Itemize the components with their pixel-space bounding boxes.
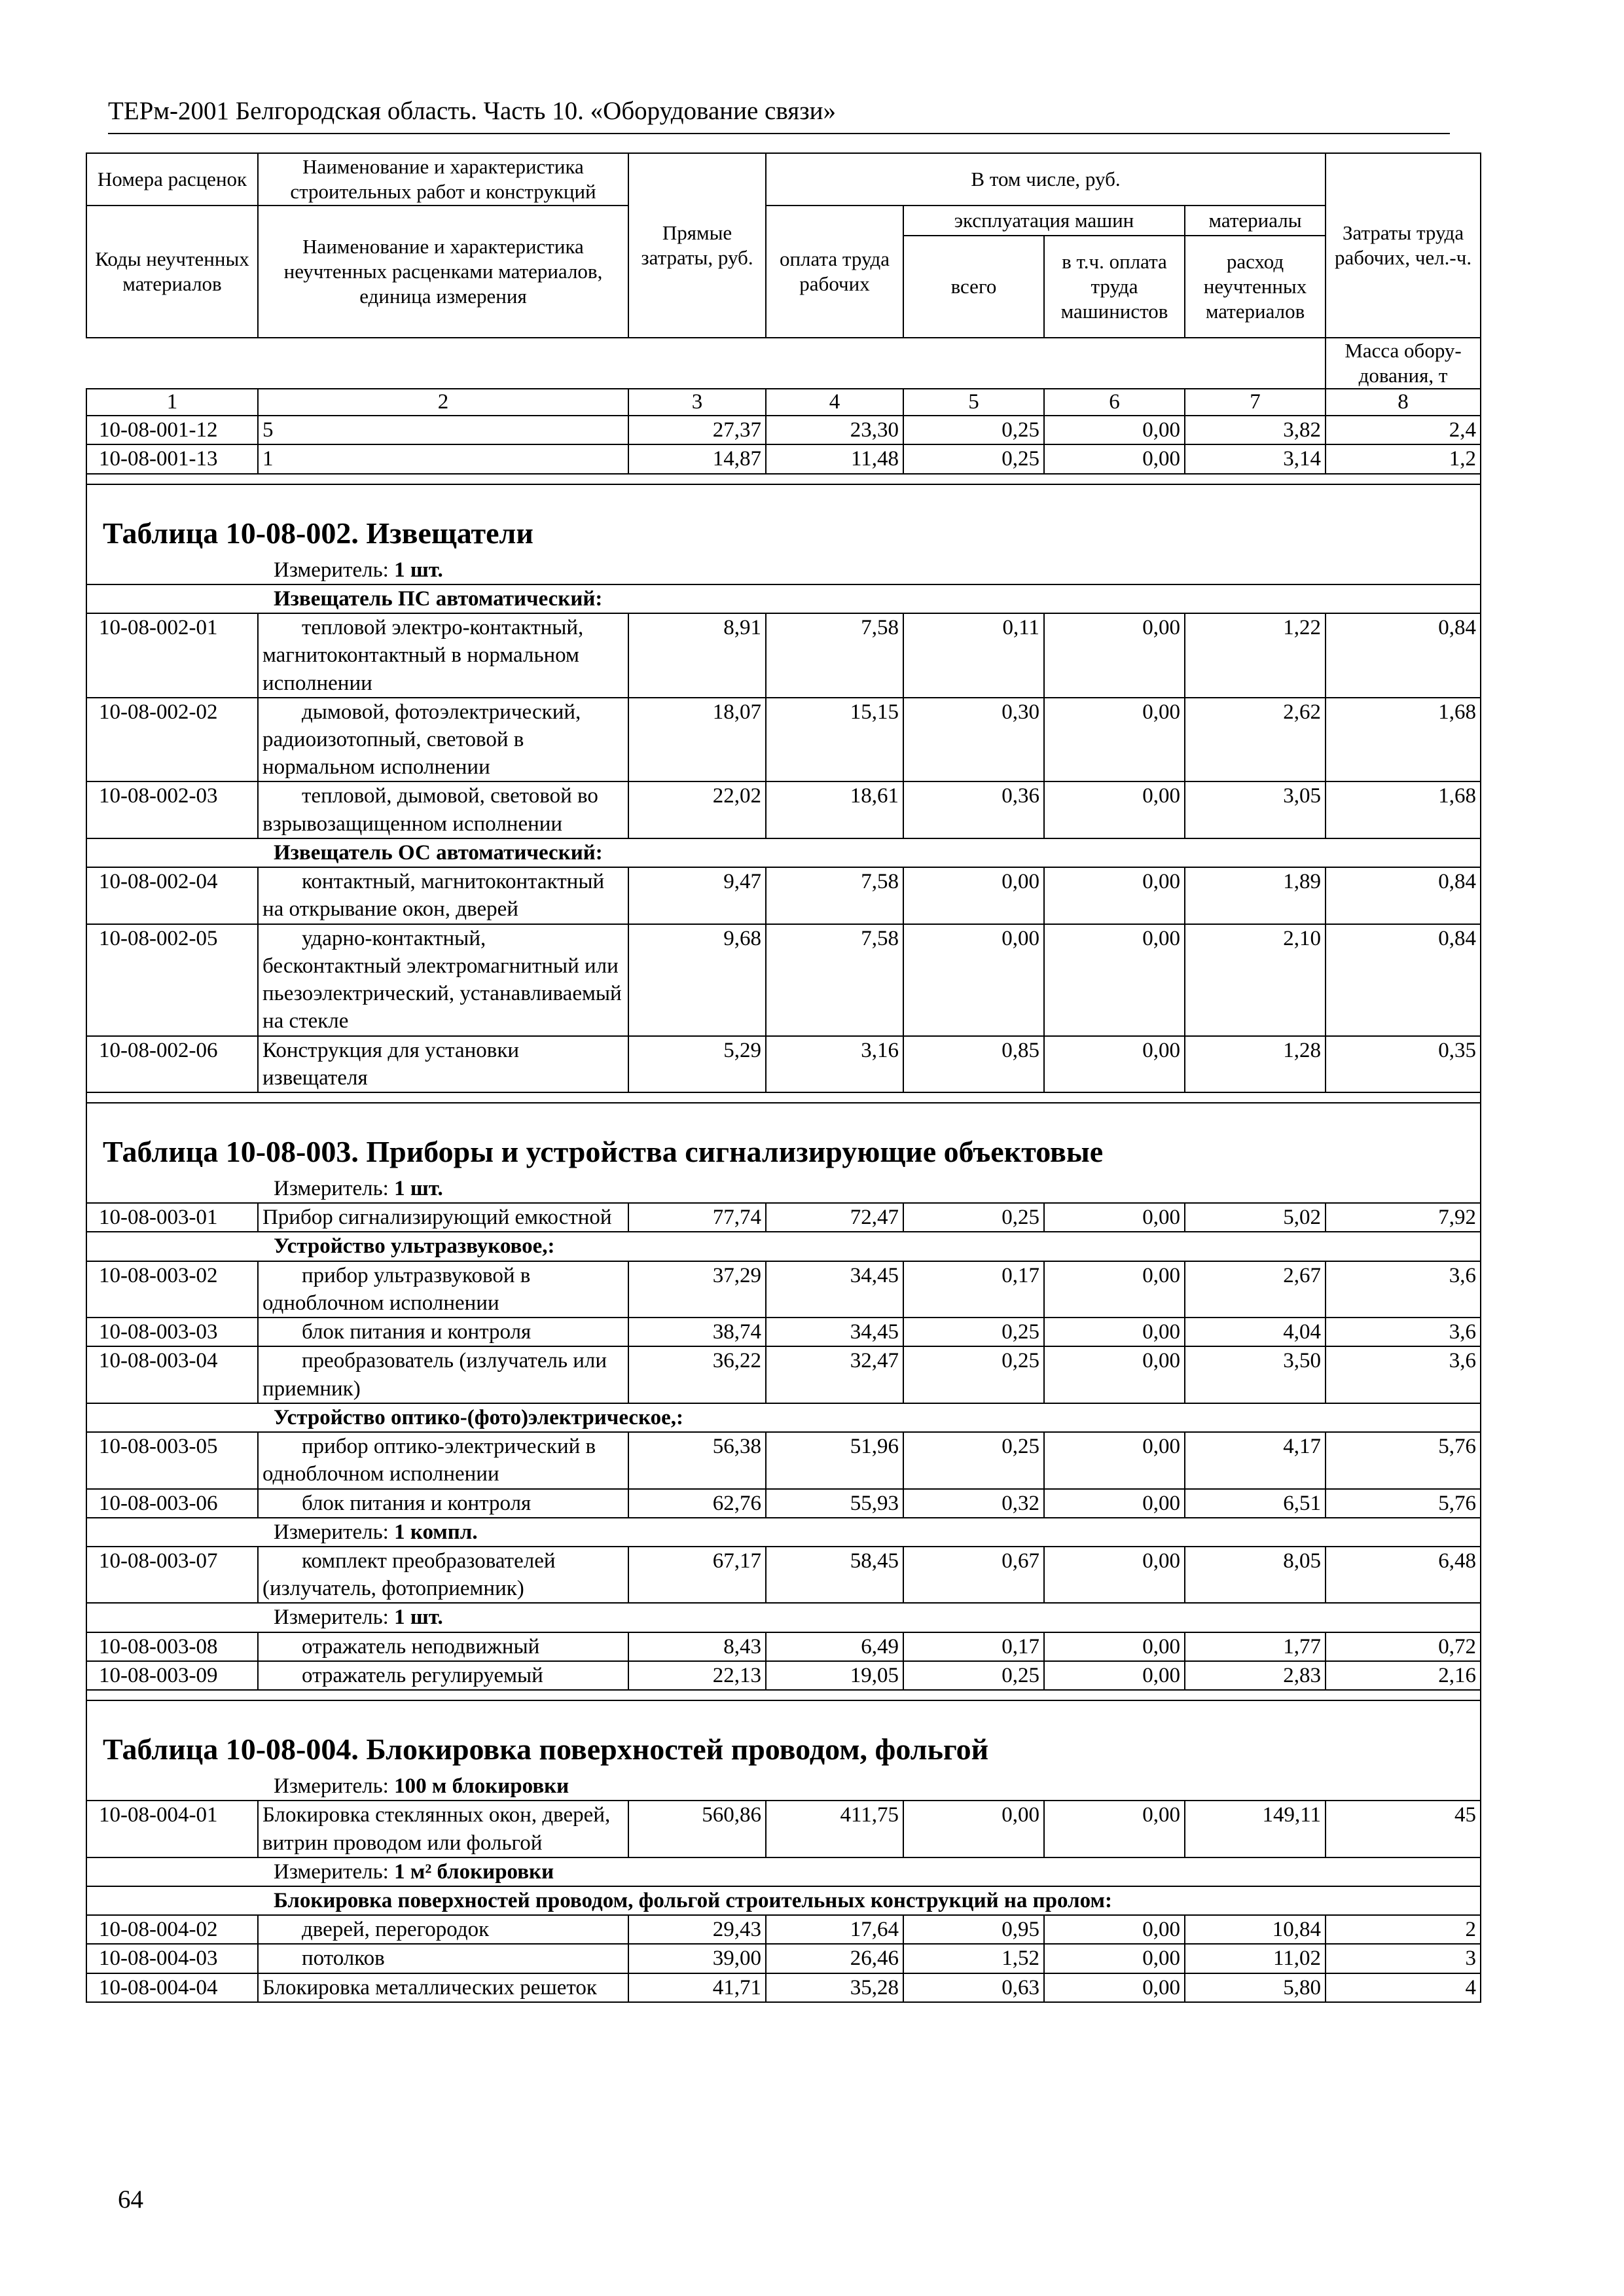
table-row bbox=[86, 924, 1481, 1036]
measure-cell bbox=[86, 1772, 1481, 1801]
value-cell: 17,64 bbox=[766, 1915, 903, 1944]
value-cell: 7,58 bbox=[766, 867, 903, 924]
rate-code: 10-08-002-01 bbox=[86, 613, 258, 698]
work-name: тепловой, дымовой, световой во взрывозащищенном исполнении bbox=[258, 781, 628, 838]
measure-unit: 1 шт. bbox=[394, 1176, 443, 1200]
work-name: Прибор сигнализирующий емкостной bbox=[258, 1203, 628, 1232]
value-cell: 0,00 bbox=[1044, 416, 1185, 444]
value-cell: 0,25 bbox=[903, 1203, 1044, 1232]
gap-cell bbox=[86, 1092, 1481, 1103]
table-row bbox=[86, 416, 1481, 444]
value-cell: 10,84 bbox=[1185, 1915, 1326, 1944]
rates-table bbox=[86, 152, 1481, 2003]
value-cell: 0,11 bbox=[903, 613, 1044, 698]
labor-pay-header: оплата труда рабочих bbox=[766, 206, 903, 338]
value-cell: 15,15 bbox=[766, 698, 903, 782]
value-cell: 37,29 bbox=[628, 1261, 766, 1318]
value-cell: 0,00 bbox=[903, 867, 1044, 924]
value-cell: 2 bbox=[1326, 1915, 1481, 1944]
col1-top-header: Номера расценок bbox=[86, 153, 258, 206]
value-cell: 62,76 bbox=[628, 1489, 766, 1518]
rate-code: 10-08-002-05 bbox=[86, 924, 258, 1036]
value-cell: 0,25 bbox=[903, 1346, 1044, 1403]
section-title: Таблица 10-08-002. Извещатели bbox=[86, 484, 1481, 556]
value-cell: 0,00 bbox=[1044, 1632, 1185, 1661]
value-cell: 56,38 bbox=[628, 1432, 766, 1488]
value-cell: 58,45 bbox=[766, 1547, 903, 1603]
work-name: 1 bbox=[258, 444, 628, 473]
group-row bbox=[86, 584, 1481, 613]
table-row bbox=[86, 1661, 1481, 1690]
table-row bbox=[86, 1318, 1481, 1346]
value-cell: 0,00 bbox=[1044, 1036, 1185, 1092]
measure-unit: 1 м² блокировки bbox=[394, 1859, 554, 1884]
header-row-1 bbox=[86, 153, 1481, 206]
table-row bbox=[86, 1346, 1481, 1403]
work-name: ударно-контактный, бесконтактный электромагнитный или пьезоэлектрический, устанавливаемый на стекле bbox=[258, 924, 628, 1036]
value-cell: 35,28 bbox=[766, 1973, 903, 2002]
value-cell: 6,48 bbox=[1326, 1547, 1481, 1603]
col-number: 7 bbox=[1185, 389, 1326, 416]
group-row bbox=[86, 1886, 1481, 1915]
table-row bbox=[86, 1915, 1481, 1944]
table-002-title-row bbox=[86, 484, 1481, 556]
rate-code: 10-08-003-08 bbox=[86, 1632, 258, 1661]
header-row-2 bbox=[86, 206, 1481, 236]
rate-code: 10-08-002-06 bbox=[86, 1036, 258, 1092]
group-heading: Блокировка поверхностей проводом, фольгой строительных конструкций на пролом: bbox=[86, 1886, 1481, 1915]
measure-label: Измеритель: bbox=[274, 1859, 395, 1884]
direct-costs-header: Прямые затраты, руб. bbox=[628, 153, 766, 338]
gap-cell bbox=[86, 1690, 1481, 1700]
value-cell: 7,58 bbox=[766, 924, 903, 1036]
rate-code: 10-08-003-06 bbox=[86, 1489, 258, 1518]
value-cell: 0,00 bbox=[1044, 1801, 1185, 1857]
value-cell: 0,84 bbox=[1326, 613, 1481, 698]
value-cell: 7,92 bbox=[1326, 1203, 1481, 1232]
value-cell: 29,43 bbox=[628, 1915, 766, 1944]
work-name: 5 bbox=[258, 416, 628, 444]
value-cell: 0,00 bbox=[1044, 444, 1185, 473]
value-cell: 0,95 bbox=[903, 1915, 1044, 1944]
measure-label: Измеритель: bbox=[274, 558, 395, 582]
value-cell: 0,00 bbox=[1044, 1346, 1185, 1403]
measure-label: Измеритель: bbox=[274, 1520, 395, 1544]
value-cell: 1,52 bbox=[903, 1944, 1044, 1973]
col-number: 2 bbox=[258, 389, 628, 416]
value-cell: 0,00 bbox=[1044, 1661, 1185, 1690]
value-cell: 67,17 bbox=[628, 1547, 766, 1603]
value-cell: 0,00 bbox=[903, 924, 1044, 1036]
rate-code: 10-08-003-05 bbox=[86, 1432, 258, 1488]
value-cell: 1,68 bbox=[1326, 781, 1481, 838]
work-name: контактный, магнитоконтактный на открывание окон, дверей bbox=[258, 867, 628, 924]
value-cell: 7,58 bbox=[766, 613, 903, 698]
measure-label: Измеритель: bbox=[274, 1176, 395, 1200]
value-cell: 0,25 bbox=[903, 1432, 1044, 1488]
value-cell: 2,83 bbox=[1185, 1661, 1326, 1690]
value-cell: 4,17 bbox=[1185, 1432, 1326, 1488]
value-cell: 0,00 bbox=[1044, 1944, 1185, 1973]
value-cell: 6,49 bbox=[766, 1632, 903, 1661]
value-cell: 2,10 bbox=[1185, 924, 1326, 1036]
machine-operation-header: эксплуатация машин bbox=[903, 206, 1185, 236]
value-cell: 19,05 bbox=[766, 1661, 903, 1690]
value-cell: 0,67 bbox=[903, 1547, 1044, 1603]
value-cell: 0,30 bbox=[903, 698, 1044, 782]
group-heading: Устройство ультразвуковое,: bbox=[86, 1232, 1481, 1261]
value-cell: 1,68 bbox=[1326, 698, 1481, 782]
value-cell: 22,02 bbox=[628, 781, 766, 838]
value-cell: 0,17 bbox=[903, 1261, 1044, 1318]
value-cell: 1,77 bbox=[1185, 1632, 1326, 1661]
col2-bottom-header: Наименование и характеристика неучтенных расценками материалов, единица измерения bbox=[258, 206, 628, 338]
measure-row bbox=[86, 1603, 1481, 1632]
measure-row bbox=[86, 556, 1481, 584]
value-cell: 3 bbox=[1326, 1944, 1481, 1973]
measure-cell bbox=[86, 556, 1481, 584]
column-numbers-row bbox=[86, 389, 1481, 416]
work-name: блок питания и контроля bbox=[258, 1489, 628, 1518]
value-cell: 14,87 bbox=[628, 444, 766, 473]
work-name: блок питания и контроля bbox=[258, 1318, 628, 1346]
value-cell: 0,25 bbox=[903, 1661, 1044, 1690]
group-row bbox=[86, 838, 1481, 867]
value-cell: 0,25 bbox=[903, 1318, 1044, 1346]
measure-label: Измеритель: bbox=[274, 1605, 395, 1630]
value-cell: 0,00 bbox=[1044, 1261, 1185, 1318]
col-number: 5 bbox=[903, 389, 1044, 416]
gap-row bbox=[86, 474, 1481, 484]
total-header: всего bbox=[903, 236, 1044, 338]
rate-code: 10-08-002-02 bbox=[86, 698, 258, 782]
value-cell: 0,84 bbox=[1326, 924, 1481, 1036]
table-row bbox=[86, 781, 1481, 838]
value-cell: 41,71 bbox=[628, 1973, 766, 2002]
materials-header: материалы bbox=[1185, 206, 1326, 236]
col1-bottom-header: Коды неучтенных материалов bbox=[86, 206, 258, 338]
group-heading: Извещатель ОС автоматический: bbox=[86, 838, 1481, 867]
rate-code: 10-08-003-02 bbox=[86, 1261, 258, 1318]
value-cell: 0,00 bbox=[1044, 613, 1185, 698]
rate-code: 10-08-003-09 bbox=[86, 1661, 258, 1690]
measure-row bbox=[86, 1857, 1481, 1886]
machinist-pay-header: в т.ч. оплата труда машинистов bbox=[1044, 236, 1185, 338]
value-cell: 5,02 bbox=[1185, 1203, 1326, 1232]
rate-code: 10-08-003-03 bbox=[86, 1318, 258, 1346]
value-cell: 3,50 bbox=[1185, 1346, 1326, 1403]
table-row bbox=[86, 1801, 1481, 1857]
value-cell: 34,45 bbox=[766, 1318, 903, 1346]
value-cell: 5,76 bbox=[1326, 1489, 1481, 1518]
col2-top-header: Наименование и характеристика строительных работ и конструкций bbox=[258, 153, 628, 206]
col-number: 8 bbox=[1326, 389, 1481, 416]
measure-row bbox=[86, 1772, 1481, 1801]
value-cell: 0,36 bbox=[903, 781, 1044, 838]
value-cell: 3,6 bbox=[1326, 1318, 1481, 1346]
value-cell: 55,93 bbox=[766, 1489, 903, 1518]
table-row bbox=[86, 1973, 1481, 2002]
rate-code: 10-08-004-03 bbox=[86, 1944, 258, 1973]
page-number: 64 bbox=[118, 2185, 143, 2214]
value-cell: 0,00 bbox=[903, 1801, 1044, 1857]
value-cell: 0,00 bbox=[1044, 1915, 1185, 1944]
section-title: Таблица 10-08-004. Блокировка поверхностей проводом, фольгой bbox=[86, 1700, 1481, 1772]
table-row bbox=[86, 1632, 1481, 1661]
labor-costs-header: Затраты труда рабочих, чел.-ч. bbox=[1326, 153, 1481, 338]
value-cell: 4 bbox=[1326, 1973, 1481, 2002]
value-cell: 2,67 bbox=[1185, 1261, 1326, 1318]
table-row bbox=[86, 867, 1481, 924]
work-name: отражатель регулируемый bbox=[258, 1661, 628, 1690]
value-cell: 72,47 bbox=[766, 1203, 903, 1232]
work-name: дымовой, фотоэлектрический, радиоизотопный, световой в нормальном исполнении bbox=[258, 698, 628, 782]
value-cell: 0,35 bbox=[1326, 1036, 1481, 1092]
value-cell: 9,68 bbox=[628, 924, 766, 1036]
value-cell: 0,00 bbox=[1044, 1489, 1185, 1518]
table-004-title-row bbox=[86, 1700, 1481, 1772]
value-cell: 0,25 bbox=[903, 444, 1044, 473]
value-cell: 11,02 bbox=[1185, 1944, 1326, 1973]
table-row bbox=[86, 1547, 1481, 1603]
value-cell: 3,6 bbox=[1326, 1346, 1481, 1403]
value-cell: 1,22 bbox=[1185, 613, 1326, 698]
value-cell: 0,00 bbox=[1044, 781, 1185, 838]
value-cell: 3,16 bbox=[766, 1036, 903, 1092]
value-cell: 1,89 bbox=[1185, 867, 1326, 924]
rate-code: 10-08-003-07 bbox=[86, 1547, 258, 1603]
value-cell: 2,4 bbox=[1326, 416, 1481, 444]
value-cell: 411,75 bbox=[766, 1801, 903, 1857]
table-row bbox=[86, 698, 1481, 782]
value-cell: 4,04 bbox=[1185, 1318, 1326, 1346]
value-cell: 0,72 bbox=[1326, 1632, 1481, 1661]
rate-code: 10-08-003-04 bbox=[86, 1346, 258, 1403]
value-cell: 77,74 bbox=[628, 1203, 766, 1232]
value-cell: 5,80 bbox=[1185, 1973, 1326, 2002]
value-cell: 45 bbox=[1326, 1801, 1481, 1857]
value-cell: 39,00 bbox=[628, 1944, 766, 1973]
value-cell: 0,00 bbox=[1044, 698, 1185, 782]
value-cell: 3,14 bbox=[1185, 444, 1326, 473]
equipment-mass-header: Масса обору-дования, т bbox=[1326, 338, 1481, 389]
value-cell: 0,00 bbox=[1044, 924, 1185, 1036]
value-cell: 6,51 bbox=[1185, 1489, 1326, 1518]
table-row bbox=[86, 1489, 1481, 1518]
work-name: дверей, перегородок bbox=[258, 1915, 628, 1944]
value-cell: 5,76 bbox=[1326, 1432, 1481, 1488]
table-row bbox=[86, 1432, 1481, 1488]
work-name: отражатель неподвижный bbox=[258, 1632, 628, 1661]
table-003-title-row bbox=[86, 1103, 1481, 1175]
value-cell: 32,47 bbox=[766, 1346, 903, 1403]
work-name: прибор ультразвуковой в одноблочном исполнении bbox=[258, 1261, 628, 1318]
rate-code: 10-08-001-13 bbox=[86, 444, 258, 473]
value-cell: 0,00 bbox=[1044, 1318, 1185, 1346]
value-cell: 34,45 bbox=[766, 1261, 903, 1318]
rate-code: 10-08-002-03 bbox=[86, 781, 258, 838]
value-cell: 2,16 bbox=[1326, 1661, 1481, 1690]
value-cell: 26,46 bbox=[766, 1944, 903, 1973]
rate-code: 10-08-003-01 bbox=[86, 1203, 258, 1232]
measure-unit: 1 шт. bbox=[394, 558, 443, 582]
value-cell: 0,00 bbox=[1044, 1203, 1185, 1232]
measure-cell bbox=[86, 1603, 1481, 1632]
col-number: 1 bbox=[86, 389, 258, 416]
work-name: потолков bbox=[258, 1944, 628, 1973]
table-row bbox=[86, 1944, 1481, 1973]
value-cell: 3,6 bbox=[1326, 1261, 1481, 1318]
including-header: В том числе, руб. bbox=[766, 153, 1326, 206]
table-row bbox=[86, 1036, 1481, 1092]
value-cell: 0,00 bbox=[1044, 1973, 1185, 2002]
measure-label: Измеритель: bbox=[274, 1774, 395, 1799]
value-cell: 0,17 bbox=[903, 1632, 1044, 1661]
measure-row bbox=[86, 1518, 1481, 1547]
value-cell: 2,62 bbox=[1185, 698, 1326, 782]
gap-row bbox=[86, 1690, 1481, 1700]
work-name: Блокировка стеклянных окон, дверей, витрин проводом или фольгой bbox=[258, 1801, 628, 1857]
value-cell: 0,25 bbox=[903, 416, 1044, 444]
unaccounted-materials-header: расход неучтенных материалов bbox=[1185, 236, 1326, 338]
page-header: ТЕРм-2001 Белгородская область. Часть 10. «Оборудование связи» bbox=[108, 98, 1450, 134]
measure-row bbox=[86, 1175, 1481, 1203]
value-cell: 9,47 bbox=[628, 867, 766, 924]
value-cell: 1,2 bbox=[1326, 444, 1481, 473]
measure-unit: 100 м блокировки bbox=[394, 1774, 569, 1799]
value-cell: 23,30 bbox=[766, 416, 903, 444]
value-cell: 22,13 bbox=[628, 1661, 766, 1690]
work-name: прибор оптико-электрический в одноблочном исполнении bbox=[258, 1432, 628, 1488]
value-cell: 38,74 bbox=[628, 1318, 766, 1346]
rate-code: 10-08-004-04 bbox=[86, 1973, 258, 2002]
measure-unit: 1 шт. bbox=[394, 1605, 443, 1630]
rate-code: 10-08-004-01 bbox=[86, 1801, 258, 1857]
gap-cell bbox=[86, 474, 1481, 484]
gap-row bbox=[86, 1092, 1481, 1103]
value-cell: 11,48 bbox=[766, 444, 903, 473]
value-cell: 36,22 bbox=[628, 1346, 766, 1403]
value-cell: 18,07 bbox=[628, 698, 766, 782]
value-cell: 0,84 bbox=[1326, 867, 1481, 924]
value-cell: 8,91 bbox=[628, 613, 766, 698]
col-number: 3 bbox=[628, 389, 766, 416]
measure-unit: 1 компл. bbox=[394, 1520, 478, 1544]
value-cell: 18,61 bbox=[766, 781, 903, 838]
value-cell: 0,85 bbox=[903, 1036, 1044, 1092]
value-cell: 51,96 bbox=[766, 1432, 903, 1488]
table-row bbox=[86, 1261, 1481, 1318]
value-cell: 8,05 bbox=[1185, 1547, 1326, 1603]
table-row bbox=[86, 1203, 1481, 1232]
group-heading: Устройство оптико-(фото)электрическое,: bbox=[86, 1403, 1481, 1432]
value-cell: 149,11 bbox=[1185, 1801, 1326, 1857]
value-cell: 0,00 bbox=[1044, 867, 1185, 924]
col-number: 6 bbox=[1044, 389, 1185, 416]
col-number: 4 bbox=[766, 389, 903, 416]
work-name: тепловой электро-контактный, магнитоконтактный в нормальном исполнении bbox=[258, 613, 628, 698]
value-cell: 3,82 bbox=[1185, 416, 1326, 444]
value-cell: 5,29 bbox=[628, 1036, 766, 1092]
measure-cell bbox=[86, 1857, 1481, 1886]
group-row bbox=[86, 1232, 1481, 1261]
value-cell: 3,05 bbox=[1185, 781, 1326, 838]
value-cell: 1,28 bbox=[1185, 1036, 1326, 1092]
rate-code: 10-08-004-02 bbox=[86, 1915, 258, 1944]
measure-cell bbox=[86, 1175, 1481, 1203]
value-cell: 0,63 bbox=[903, 1973, 1044, 2002]
group-heading: Извещатель ПС автоматический: bbox=[86, 584, 1481, 613]
work-name: Блокировка металлических решеток bbox=[258, 1973, 628, 2002]
value-cell: 27,37 bbox=[628, 416, 766, 444]
value-cell: 0,00 bbox=[1044, 1432, 1185, 1488]
value-cell: 0,00 bbox=[1044, 1547, 1185, 1603]
work-name: комплект преобразователей (излучатель, фотоприемник) bbox=[258, 1547, 628, 1603]
section-title: Таблица 10-08-003. Приборы и устройства сигнализирующие объектовые bbox=[86, 1103, 1481, 1175]
work-name: Конструкция для установки извещателя bbox=[258, 1036, 628, 1092]
value-cell: 560,86 bbox=[628, 1801, 766, 1857]
rate-code: 10-08-001-12 bbox=[86, 416, 258, 444]
value-cell: 0,32 bbox=[903, 1489, 1044, 1518]
table-row bbox=[86, 444, 1481, 473]
work-name: преобразователь (излучатель или приемник) bbox=[258, 1346, 628, 1403]
header-row-4 bbox=[86, 338, 1481, 389]
rate-code: 10-08-002-04 bbox=[86, 867, 258, 924]
group-row bbox=[86, 1403, 1481, 1432]
value-cell: 8,43 bbox=[628, 1632, 766, 1661]
measure-cell bbox=[86, 1518, 1481, 1547]
table-row bbox=[86, 613, 1481, 698]
